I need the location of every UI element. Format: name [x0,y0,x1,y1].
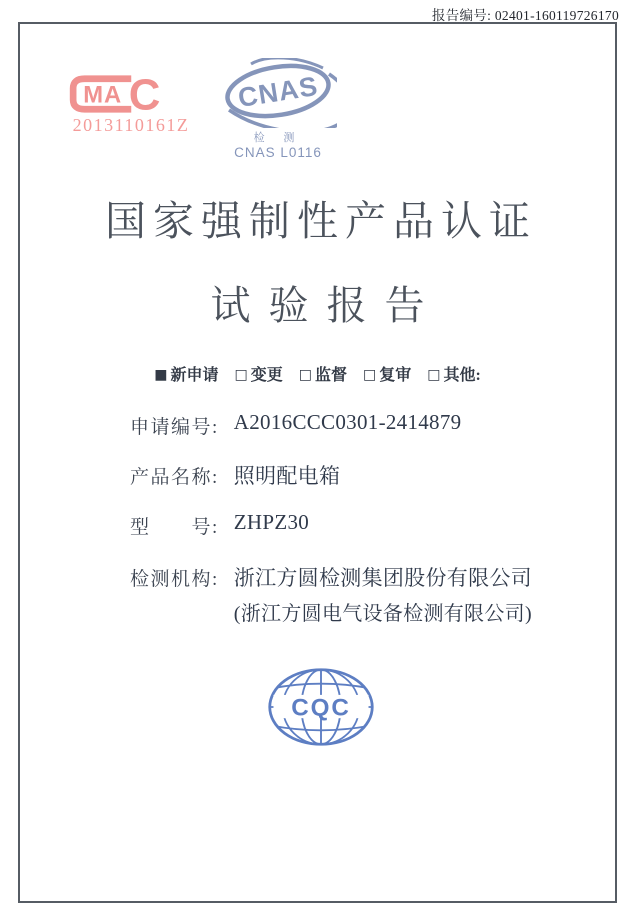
field-label: 申请编号: [130,417,219,438]
option-other [427,367,481,384]
cma-c-letter: C [128,74,161,114]
cnas-lab-number: CNAS L0116 [234,145,322,160]
cma-logo-block [68,74,194,136]
checkbox-unchecked-icon: □ [298,367,312,383]
field-value: ZHPZ30 [233,510,310,534]
option-review [363,367,411,384]
checkbox-unchecked-icon: □ [362,367,377,383]
field-testing-organization [130,562,532,626]
checkbox-checked-icon: ■ [154,367,168,383]
option-label: 新申请 [170,367,219,384]
field-label: 产品名称: [130,467,219,488]
option-label: 其他: [443,367,481,384]
document-title-line2: 试验报告 [210,283,443,328]
application-type-row [20,362,615,385]
field-value-secondary: (浙江方圆电气设备检测有限公司) [233,603,532,625]
cnas-logo-icon [219,58,337,128]
field-model [130,510,309,539]
cqc-name-text: CQC [291,694,351,722]
option-label: 变更 [250,367,283,384]
field-value: 浙江方圆检测集团股份有限公司 [233,566,532,590]
document-title-line1: 国家强制性产品认证 [105,198,537,244]
report-number-label: 报告编号: [431,8,492,23]
report-number [432,4,619,24]
cma-ma-text: MA [83,81,123,109]
cma-logo-icon [68,74,164,114]
cma-certificate-number: 2013110161Z [72,115,190,135]
checkbox-unchecked-icon: □ [427,367,441,383]
cqc-logo-icon [266,666,376,748]
cnas-caption-jiance: 检 测 [253,132,303,144]
option-label: 监督 [314,367,347,384]
option-supervision [299,367,347,384]
field-value: 照明配电箱 [233,464,341,488]
cnas-logo-block [216,58,340,160]
checkbox-unchecked-icon: □ [234,367,248,383]
document-border-frame [18,22,617,903]
option-change [234,367,282,384]
field-label: 型 号: [130,517,219,538]
report-number-value: 02401-160119726170 [494,8,619,23]
cnas-name-text: CNAS [236,70,321,114]
cqc-logo-block [266,666,376,748]
field-value: A2016CCC0301-2414879 [233,410,462,434]
option-label: 复审 [379,367,412,384]
field-application-number [130,410,461,439]
field-product-name [130,460,340,490]
option-new-application [154,367,218,384]
field-label: 检测机构: [130,569,219,590]
